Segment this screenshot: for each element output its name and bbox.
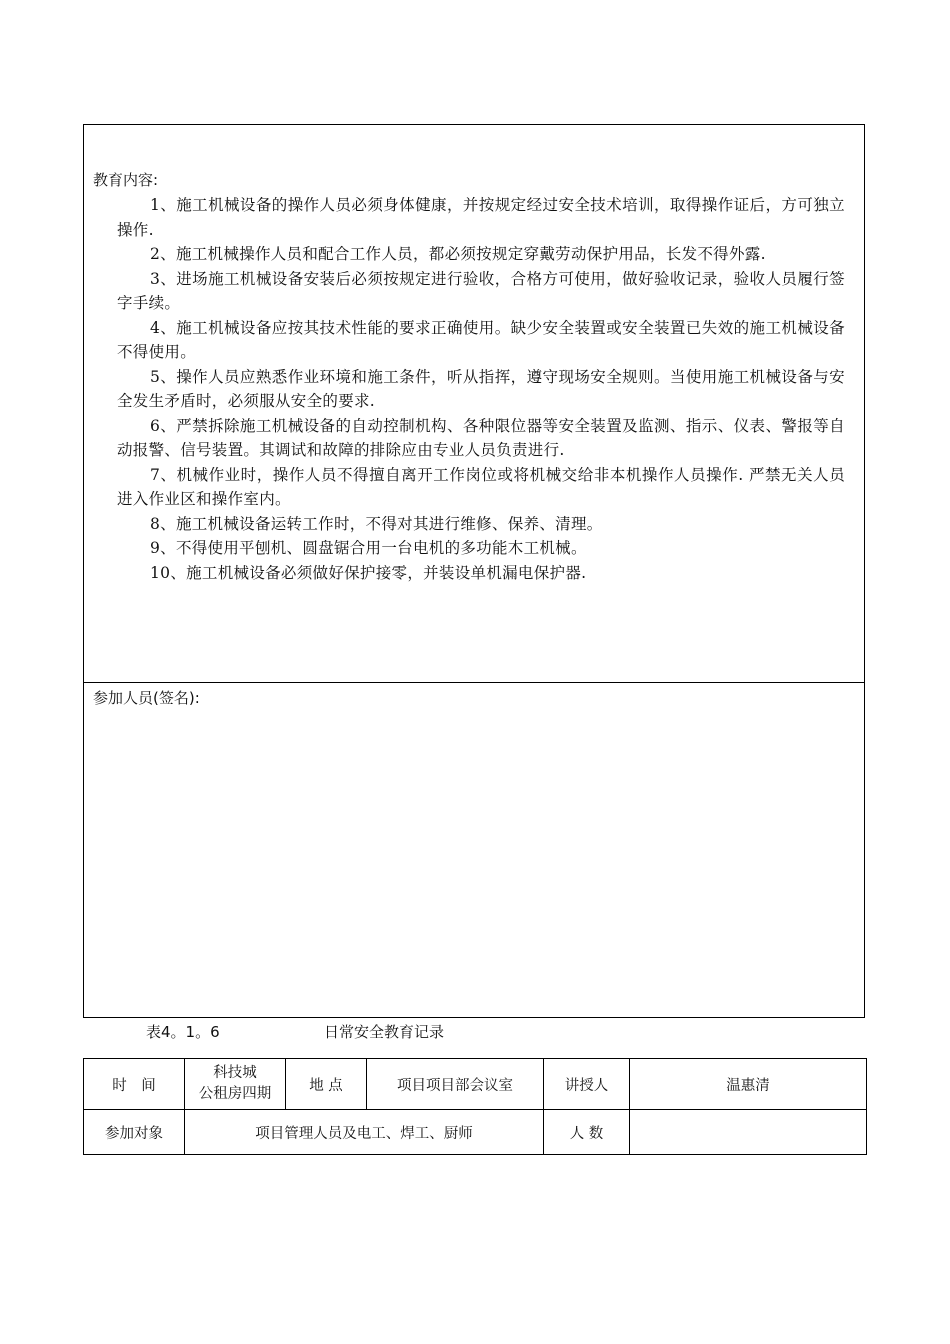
education-item: 3、进场施工机械设备安装后必须按规定进行验收，合格方可使用，做好验收记录，验收人员履行签字手续。 bbox=[117, 269, 845, 312]
location-label-cell bbox=[286, 1059, 367, 1110]
audience-value: 项目管理人员及电工、焊工、厨师 bbox=[255, 1125, 473, 1142]
count-label: 人 数 bbox=[569, 1125, 604, 1142]
lecturer-label: 讲授人 bbox=[564, 1077, 609, 1094]
table-title: 日常安全教育记录 bbox=[324, 1023, 445, 1041]
audience-label-cell bbox=[84, 1110, 185, 1155]
education-content-heading: 教育内容: bbox=[93, 171, 159, 189]
education-item: 5、操作人员应熟悉作业环境和施工条件，听从指挥，遵守现场安全规则。当使用施工机械设备与安全发生矛盾时，必须服从安全的要求. bbox=[117, 367, 845, 410]
time-value-line1: 科技城 bbox=[213, 1065, 257, 1081]
table-row bbox=[84, 1059, 867, 1110]
location-value: 项目项目部会议室 bbox=[397, 1077, 513, 1094]
education-item: 1、施工机械设备的操作人员必须身体健康，并按规定经过安全技术培训，取得操作证后，方可独立操作. bbox=[117, 196, 845, 239]
education-item: 4、施工机械设备应按其技术性能的要求正确使用。缺少安全装置或安全装置已失效的施工机械设备不得使用。 bbox=[117, 318, 845, 361]
education-items-list bbox=[117, 193, 845, 585]
location-value-cell bbox=[367, 1059, 544, 1110]
education-item: 10、施工机械设备必须做好保护接零，并装设单机漏电保护器. bbox=[150, 563, 587, 582]
time-value-cell bbox=[185, 1059, 286, 1110]
education-content-section bbox=[84, 125, 864, 683]
table-number: 表4。1。6 bbox=[146, 1023, 220, 1041]
count-label-cell bbox=[544, 1110, 630, 1155]
time-value-line2: 公租房四期 bbox=[198, 1086, 272, 1102]
count-value-cell[interactable] bbox=[630, 1110, 867, 1155]
location-label: 地 点 bbox=[309, 1077, 343, 1094]
education-item: 8、施工机械设备运转工作时，不得对其进行维修、保养、清理。 bbox=[150, 514, 603, 533]
participants-signature-label: 参加人员(签名): bbox=[93, 689, 200, 707]
education-record-box bbox=[83, 124, 865, 1018]
education-item: 2、施工机械操作人员和配合工作人员，都必须按规定穿戴劳动保护用品，长发不得外露. bbox=[150, 245, 766, 263]
education-item: 9、不得使用平刨机、圆盘锯合用一台电机的多功能木工机械。 bbox=[150, 539, 587, 557]
audience-label: 参加对象 bbox=[105, 1125, 163, 1142]
record-info-table bbox=[83, 1058, 867, 1155]
lecturer-value-cell bbox=[630, 1059, 867, 1110]
education-item: 6、严禁拆除施工机械设备的自动控制机构、各种限位器等安全装置及监测、指示、仪表、警报等自动报警、信号装置。其调试和故障的排除应由专业人员负责进行. bbox=[117, 416, 845, 459]
time-label-cell bbox=[84, 1059, 185, 1110]
time-label: 时 间 bbox=[112, 1077, 156, 1094]
lecturer-value: 温惠清 bbox=[726, 1077, 770, 1094]
table-row bbox=[84, 1110, 867, 1155]
audience-value-cell bbox=[185, 1110, 544, 1155]
lecturer-label-cell bbox=[544, 1059, 630, 1110]
education-item: 7、机械作业时，操作人员不得擅自离开工作岗位或将机械交给非本机操作人员操作. 严禁无关人员进入作业区和操作室内。 bbox=[117, 465, 845, 508]
